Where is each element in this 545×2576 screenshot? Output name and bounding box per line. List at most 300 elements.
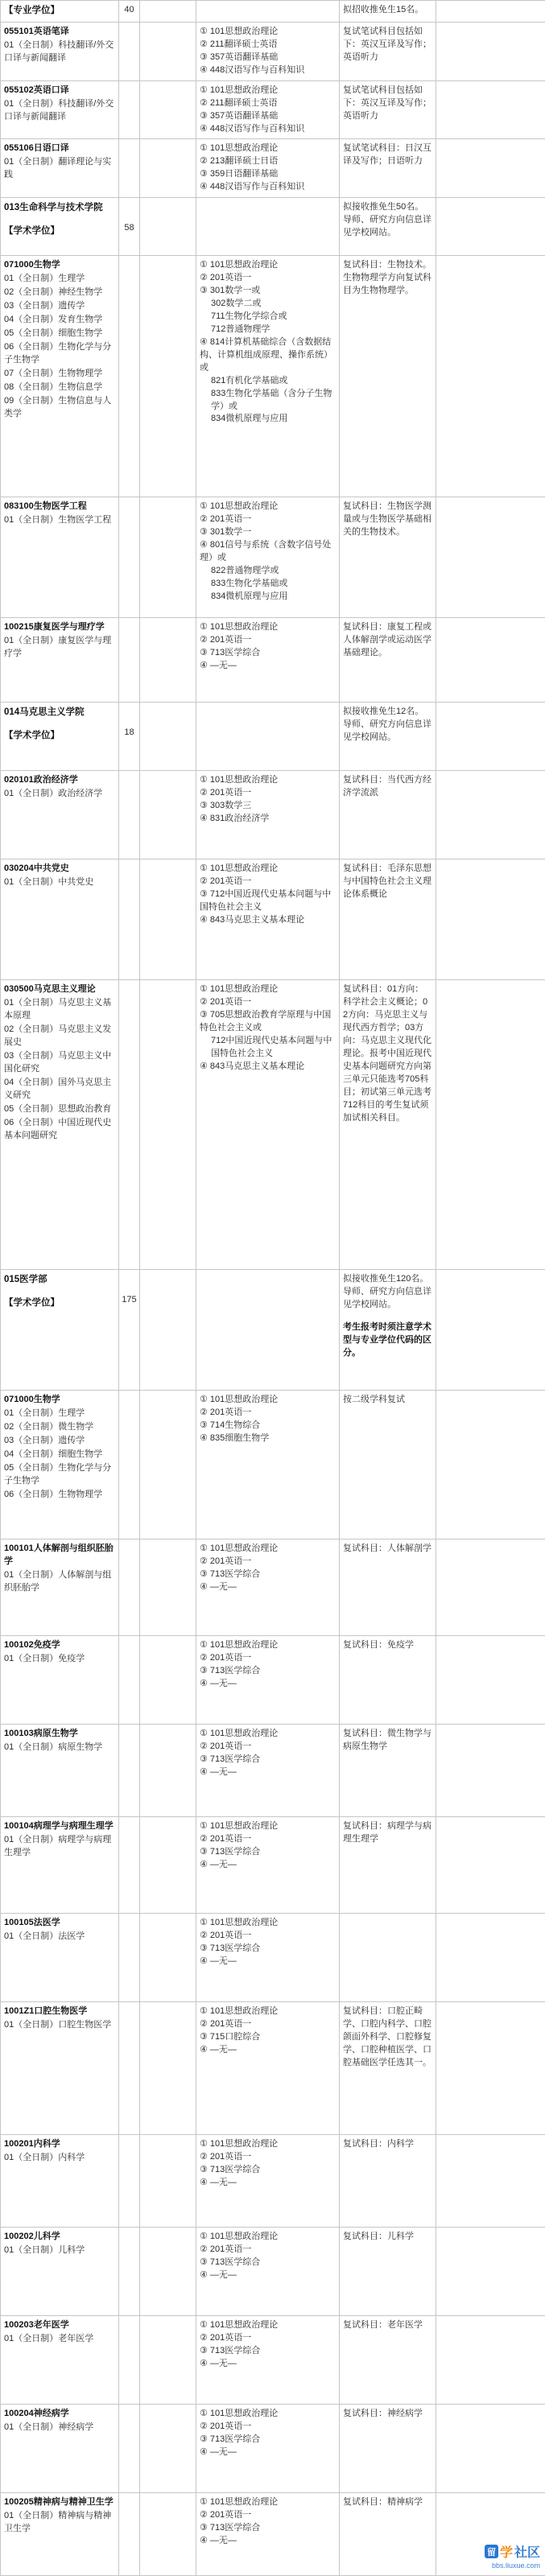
count-cell: [119, 618, 140, 703]
subjects-cell: [196, 2493, 340, 2576]
remark-cell: [340, 1391, 436, 1539]
remark-cell: [340, 2405, 436, 2493]
exam-subject: ① 101思想政治理论: [200, 983, 336, 996]
program-code: 030500马克思主义理论: [4, 983, 115, 996]
margin-cell: [436, 2002, 545, 2135]
research-direction: 04（全日制）国外马克思主义研究: [4, 1077, 115, 1103]
exam-subject: ③ 301数学一: [200, 526, 336, 539]
subjects-cell: [196, 859, 340, 980]
count-cell: [119, 497, 140, 618]
remark-cell: [340, 2228, 436, 2316]
spacer-cell: [140, 2405, 196, 2493]
program-row: [1, 618, 545, 703]
exam-subject: ① 101思想政治理论: [200, 26, 336, 39]
program-row: [1, 139, 545, 198]
spacer-cell: [140, 22, 196, 80]
exam-subject: ② 201英语一: [200, 2151, 336, 2164]
spacer-cell: [140, 1725, 196, 1817]
exam-subject: ③ 713医学综合: [200, 2257, 336, 2269]
spacer-cell: [140, 497, 196, 618]
program-cell: [1, 497, 119, 618]
exam-subject: ② 201英语一: [200, 1930, 336, 1943]
exam-subject: ② 201英语一: [200, 1407, 336, 1420]
exam-subject: ① 101思想政治理论: [200, 1728, 336, 1741]
remark-text: 复试科目：生物技术。生物物理学方向复试科目为生物物理学。: [343, 259, 432, 298]
remark-text: 复试科目：口腔正畸学、口腔内科学、口腔颌面外科学、口腔修复学、口腔种植医学、口腔基础医学任选其一。: [343, 2005, 432, 2070]
exam-subject: ③ 357英语翻译基础: [200, 52, 336, 64]
margin-cell: [436, 2135, 545, 2228]
program-code: 【学术学位】: [4, 225, 115, 238]
program-code: 100203老年医学: [4, 2319, 115, 2332]
count-cell: [119, 859, 140, 980]
spacer-cell: [140, 1636, 196, 1725]
margin-cell: [436, 256, 545, 497]
remark-cell: [340, 2135, 436, 2228]
exam-subject: ③ 713医学综合: [200, 2434, 336, 2446]
program-cell: [1, 1636, 119, 1725]
program-cell: [1, 1817, 119, 1914]
program-row: [1, 1914, 545, 2002]
remark-text: 拟接收推免生12名。导师、研究方向信息详见学校网站。: [343, 706, 432, 744]
program-row: [1, 1539, 545, 1636]
exam-subject: ② 213翻译硕士日语: [200, 155, 336, 168]
remark-text: 复试笔试科目：日汉互译及写作；日语听力: [343, 142, 432, 168]
spacer-cell: [140, 198, 196, 256]
exam-subject: ④ —无—: [200, 2269, 336, 2282]
research-direction: 06（全日制）生物物理学: [4, 1489, 115, 1502]
remark-text: 复试科目：儿科学: [343, 2231, 432, 2244]
spacer-cell: [140, 256, 196, 497]
exam-subject: ② 201英语一: [200, 2018, 336, 2031]
research-direction: 01（全日制）翻译理论与实践: [4, 156, 115, 182]
program-code: 100201内科学: [4, 2138, 115, 2151]
college-header-row: [1, 703, 545, 771]
spacer-cell: [140, 2493, 196, 2576]
remark-cell: [340, 1539, 436, 1636]
spacer-cell: [140, 2228, 196, 2316]
program-cell: [1, 1, 119, 23]
margin-cell: [436, 1725, 545, 1817]
subjects-cell: [196, 1636, 340, 1725]
exam-subject: ① 101思想政治理论: [200, 1639, 336, 1652]
exam-subject: ② 201英语一: [200, 272, 336, 285]
exam-subject: ④ 843马克思主义基本理论: [200, 1061, 336, 1074]
exam-subject: ② 201英语一: [200, 2244, 336, 2257]
program-code: 030204中共党史: [4, 863, 115, 876]
exam-subject: ④ —无—: [200, 660, 336, 673]
subjects-cell: [196, 2316, 340, 2405]
remark-cell: [340, 198, 436, 256]
subjects-cell: [196, 1270, 340, 1391]
program-cell: [1, 2135, 119, 2228]
program-code: 013生命科学与技术学院: [4, 201, 115, 215]
program-cell: [1, 80, 119, 139]
exam-subject: ① 101思想政治理论: [200, 1543, 336, 1556]
research-direction: 04（全日制）发育生物学: [4, 314, 115, 327]
exam-subject: ④ —无—: [200, 2358, 336, 2371]
margin-cell: [436, 859, 545, 980]
exam-subject: ④ 448汉语写作与百科知识: [200, 123, 336, 136]
program-row: [1, 2493, 545, 2576]
margin-cell: [436, 771, 545, 859]
exam-subject: ① 101思想政治理论: [200, 1917, 336, 1930]
exam-subject: ② 201英语一: [200, 1741, 336, 1754]
exam-subject: ④ —无—: [200, 1678, 336, 1691]
research-direction: 02（全日制）马克思主义发展史: [4, 1024, 115, 1049]
remark-cell: [340, 1270, 436, 1391]
exam-subject: ② 201英语一: [200, 634, 336, 647]
spacer-cell: [140, 771, 196, 859]
program-row: [1, 1725, 545, 1817]
exam-subject: ① 101思想政治理论: [200, 142, 336, 155]
research-direction: 03（全日制）遗传学: [4, 300, 115, 313]
exam-subject: ④ —无—: [200, 2044, 336, 2057]
program-row: [1, 2405, 545, 2493]
research-direction: 03（全日制）马克思主义中国化研究: [4, 1050, 115, 1076]
spacer-cell: [140, 703, 196, 771]
count-cell: [119, 256, 140, 497]
margin-cell: [436, 618, 545, 703]
watermark: [485, 2542, 540, 2570]
research-direction: 01（全日制）科技翻译/外交口译与新闻翻译: [4, 39, 115, 65]
program-row: [1, 1636, 545, 1725]
watermark-text-right: 社区: [514, 2542, 540, 2561]
program-row: [1, 22, 545, 80]
research-direction: 01（全日制）内科学: [4, 2152, 115, 2165]
research-direction: 01（全日制）老年医学: [4, 2333, 115, 2346]
research-direction: 05（全日制）思想政治教育: [4, 1103, 115, 1116]
exam-subject: ④ 448汉语写作与百科知识: [200, 64, 336, 77]
count-cell: [119, 22, 140, 80]
margin-cell: [436, 1636, 545, 1725]
research-direction: 01（全日制）免疫学: [4, 1653, 115, 1666]
watermark-text: [485, 2542, 540, 2561]
exam-subject: 712中国近现代史基本问题与中国特色社会主义: [200, 1035, 336, 1061]
spacer-cell: [140, 1270, 196, 1391]
exam-subject: 711生物化学综合或: [200, 311, 336, 324]
program-cell: [1, 2405, 119, 2493]
exam-subject: ② 201英语一: [200, 996, 336, 1009]
exam-subject: ② 211翻译硕士英语: [200, 39, 336, 52]
research-direction: 01（全日制）生物医学工程: [4, 514, 115, 527]
subjects-cell: [196, 256, 340, 497]
remark-cell: [340, 980, 436, 1270]
count-cell: [119, 771, 140, 859]
research-direction: 01（全日制）康复医学与理疗学: [4, 635, 115, 661]
margin-cell: [436, 980, 545, 1270]
exam-subject: ④ 801信号与系统（含数字信号处理）或: [200, 539, 336, 565]
program-row: [1, 771, 545, 859]
subjects-cell: [196, 1391, 340, 1539]
spacer-cell: [140, 980, 196, 1270]
remark-cell: [340, 1, 436, 23]
watermark-logo-icon: 留: [485, 2545, 498, 2558]
subjects-cell: [196, 980, 340, 1270]
research-direction: 01（全日制）科技翻译/外交口译与新闻翻译: [4, 98, 115, 124]
remark-cell: [340, 80, 436, 139]
spacer-cell: [140, 1391, 196, 1539]
program-row: [1, 980, 545, 1270]
exam-subject: ④ —无—: [200, 2535, 336, 2548]
remark-cell: [340, 2002, 436, 2135]
program-code: 014马克思主义学院: [4, 706, 115, 719]
spacer-cell: [140, 1, 196, 23]
subjects-cell: [196, 2135, 340, 2228]
exam-subject: ① 101思想政治理论: [200, 774, 336, 787]
exam-subject: ② 201英语一: [200, 1556, 336, 1568]
research-direction: 05（全日制）细胞生物学: [4, 328, 115, 340]
research-direction: 05（全日制）生物化学与分子生物学: [4, 1462, 115, 1488]
remark-text: 复试科目：毛泽东思想与中国特色社会主义理论体系概论: [343, 863, 432, 901]
subjects-cell: [196, 1914, 340, 2002]
remark-cell: [340, 2493, 436, 2576]
remark-text: 复试科目：免疫学: [343, 1639, 432, 1652]
count-cell: [119, 1270, 140, 1391]
research-direction: 01（全日制）病原生物学: [4, 1741, 115, 1754]
program-row: [1, 2316, 545, 2405]
exam-subject: ④ 843马克思主义基本理论: [200, 914, 336, 927]
program-row: [1, 2228, 545, 2316]
exam-subject: ④ —无—: [200, 1859, 336, 1872]
exam-subject: ② 201英语一: [200, 513, 336, 526]
program-code: 100102免疫学: [4, 1639, 115, 1652]
research-direction: 01（全日制）生理学: [4, 1408, 115, 1420]
exam-subject: ② 201英语一: [200, 2332, 336, 2345]
count-cell: [119, 2493, 140, 2576]
program-row: [1, 497, 545, 618]
count-cell: [119, 2316, 140, 2405]
program-cell: [1, 139, 119, 198]
exam-subject: ④ 448汉语写作与百科知识: [200, 181, 336, 194]
program-code: 055101英语笔译: [4, 26, 115, 39]
research-direction: 01（全日制）法医学: [4, 1931, 115, 1943]
exam-subject: ① 101思想政治理论: [200, 2496, 336, 2509]
enrollment-count: 18: [120, 727, 138, 740]
count-cell: [119, 980, 140, 1270]
research-direction: 01（全日制）口腔生物医学: [4, 2019, 115, 2032]
research-direction: 02（全日制）微生物学: [4, 1421, 115, 1434]
remark-cell: [340, 256, 436, 497]
exam-subject: ③ 713医学综合: [200, 647, 336, 660]
research-direction: 02（全日制）神经生物学: [4, 286, 115, 299]
exam-subject: ① 101思想政治理论: [200, 1820, 336, 1833]
remark-text: 复试科目：人体解剖学: [343, 1543, 432, 1556]
margin-cell: [436, 2228, 545, 2316]
college-header-row: [1, 198, 545, 256]
exam-subject: ① 101思想政治理论: [200, 84, 336, 97]
remark-text: 复试科目：神经病学: [343, 2408, 432, 2421]
remark-text: 拟接收推免生50名。导师、研究方向信息详见学校网站。: [343, 201, 432, 240]
research-direction: 06（全日制）中国近现代史基本问题研究: [4, 1117, 115, 1143]
research-direction: 04（全日制）细胞生物学: [4, 1449, 115, 1461]
margin-cell: [436, 2316, 545, 2405]
subjects-cell: [196, 1725, 340, 1817]
exam-subject: ② 201英语一: [200, 1833, 336, 1846]
subjects-cell: [196, 2002, 340, 2135]
remark-cell: [340, 859, 436, 980]
count-cell: [119, 139, 140, 198]
program-row: [1, 1391, 545, 1539]
exam-subject: ③ 715口腔综合: [200, 2031, 336, 2044]
program-cell: [1, 1391, 119, 1539]
enrollment-count: 58: [120, 222, 138, 235]
research-direction: 01（全日制）儿科学: [4, 2244, 115, 2257]
exam-subject: 834微机原理与应用: [200, 413, 336, 426]
research-direction: 01（全日制）中共党史: [4, 876, 115, 889]
subjects-cell: [196, 497, 340, 618]
program-cell: [1, 2493, 119, 2576]
remark-cell: [340, 139, 436, 198]
remark-text: 复试笔试科目包括如下：英汉互译及写作；英语听力: [343, 26, 432, 64]
program-row: [1, 80, 545, 139]
margin-cell: [436, 139, 545, 198]
subjects-cell: [196, 1817, 340, 1914]
remark-text: 复试笔试科目包括如下：英汉互译及写作；英语听力: [343, 84, 432, 123]
research-direction: 01（全日制）神经病学: [4, 2421, 115, 2434]
program-code: 100104病理学与病理生理学: [4, 1820, 115, 1833]
remark-text: 复试科目：微生物学与病原生物学: [343, 1728, 432, 1754]
exam-subject: ③ 713医学综合: [200, 1665, 336, 1678]
subjects-cell: [196, 2405, 340, 2493]
exam-subject: ③ 713医学综合: [200, 1568, 336, 1581]
exam-subject: 833生物化学基础（含分子生物学）或: [200, 388, 336, 414]
program-code: 100215康复医学与理疗学: [4, 621, 115, 634]
catalog-table-body: [1, 1, 545, 2576]
count-cell: [119, 1725, 140, 1817]
remark-text: 复试科目：老年医学: [343, 2319, 432, 2332]
program-cell: [1, 22, 119, 80]
subjects-cell: [196, 2228, 340, 2316]
degree-section-row: [1, 1, 545, 23]
program-cell: [1, 198, 119, 256]
exam-subject: ③ 713医学综合: [200, 2522, 336, 2535]
subjects-cell: [196, 80, 340, 139]
program-code: 100202儿科学: [4, 2231, 115, 2244]
exam-subject: ④ —无—: [200, 1956, 336, 1968]
exam-subject: ③ 713医学综合: [200, 1846, 336, 1859]
count-cell: [119, 198, 140, 256]
margin-cell: [436, 198, 545, 256]
research-direction: 01（全日制）病理学与病理生理学: [4, 1834, 115, 1860]
exam-subject: ① 101思想政治理论: [200, 2231, 336, 2244]
exam-subject: ① 101思想政治理论: [200, 2005, 336, 2018]
count-cell: [119, 1539, 140, 1636]
exam-subject: ② 201英语一: [200, 876, 336, 888]
program-code: 【专业学位】: [4, 4, 115, 18]
exam-subject: ① 101思想政治理论: [200, 621, 336, 634]
research-direction: 01（全日制）生理学: [4, 273, 115, 286]
margin-cell: [436, 1, 545, 23]
spacer-cell: [140, 2135, 196, 2228]
remark-text: 按二级学科复试: [343, 1394, 432, 1407]
remark-text: 拟接收推免生120名。导师、研究方向信息详见学校网站。: [343, 1273, 432, 1312]
program-code: 055102英语口译: [4, 84, 115, 97]
exam-subject: ② 201英语一: [200, 2509, 336, 2522]
margin-cell: [436, 22, 545, 80]
exam-subject: ③ 301数学一或: [200, 285, 336, 298]
spacer-cell: [140, 859, 196, 980]
enrollment-count: 40: [120, 4, 138, 17]
exam-subject: 833生物化学基础或: [200, 578, 336, 591]
exam-subject: ① 101思想政治理论: [200, 259, 336, 272]
program-cell: [1, 1270, 119, 1391]
program-cell: [1, 256, 119, 497]
research-direction: 01（全日制）精神病与精神卫生学: [4, 2510, 115, 2536]
program-cell: [1, 618, 119, 703]
remark-text: 复试科目：内科学: [343, 2138, 432, 2151]
watermark-subtext: bbs.liuxue.com: [485, 2562, 540, 2570]
exam-subject: ④ —无—: [200, 2177, 336, 2190]
program-cell: [1, 2316, 119, 2405]
remark-text: 复试科目：康复工程或人体解剖学或运动医学基础理论。: [343, 621, 432, 660]
count-cell: [119, 2405, 140, 2493]
remark-text: 拟招收推免生15名。: [343, 4, 432, 17]
research-direction: 03（全日制）遗传学: [4, 1435, 115, 1448]
program-code: 100204神经病学: [4, 2408, 115, 2421]
exam-subject: 712普通物理学: [200, 324, 336, 336]
exam-subject: ③ 712中国近现代史基本问题与中国特色社会主义: [200, 888, 336, 914]
program-cell: [1, 2228, 119, 2316]
program-code: 100105法医学: [4, 1917, 115, 1930]
margin-cell: [436, 1914, 545, 2002]
program-code: 100205精神病与精神卫生学: [4, 2496, 115, 2509]
exam-subject: ③ 713医学综合: [200, 2345, 336, 2358]
program-code: 【学术学位】: [4, 1296, 115, 1310]
research-direction: 01（全日制）政治经济学: [4, 788, 115, 801]
exam-subject: 821有机化学基础或: [200, 375, 336, 388]
exam-subject: ① 101思想政治理论: [200, 2319, 336, 2332]
margin-cell: [436, 1539, 545, 1636]
margin-cell: [436, 497, 545, 618]
program-cell: [1, 2002, 119, 2135]
count-cell: [119, 1, 140, 23]
exam-subject: ④ 831政治经济学: [200, 813, 336, 826]
spacer-cell: [140, 2002, 196, 2135]
exam-subject: ① 101思想政治理论: [200, 2138, 336, 2151]
exam-subject: 822普通物理学或: [200, 565, 336, 578]
spacer-cell: [140, 618, 196, 703]
margin-cell: [436, 2405, 545, 2493]
remark-text: 复试科目：病理学与病理生理学: [343, 1820, 432, 1846]
subjects-cell: [196, 139, 340, 198]
remark-cell: [340, 2316, 436, 2405]
exam-subject: ② 211翻译硕士英语: [200, 97, 336, 110]
program-code: 【学术学位】: [4, 729, 115, 743]
remark-cell: [340, 1636, 436, 1725]
remark-cell: [340, 1817, 436, 1914]
program-code: 055106日语口译: [4, 142, 115, 155]
program-cell: [1, 703, 119, 771]
remark-text: 复试科目：当代西方经济学流派: [343, 774, 432, 800]
subjects-cell: [196, 22, 340, 80]
spacer-cell: [140, 1914, 196, 2002]
program-cell: [1, 980, 119, 1270]
program-cell: [1, 1914, 119, 2002]
count-cell: [119, 1914, 140, 2002]
program-code: 071000生物学: [4, 1394, 115, 1407]
program-code: 083100生物医学工程: [4, 501, 115, 513]
exam-subject: ④ 835细胞生物学: [200, 1432, 336, 1445]
margin-cell: [436, 1270, 545, 1391]
subjects-cell: [196, 703, 340, 771]
count-cell: [119, 703, 140, 771]
subjects-cell: [196, 1, 340, 23]
exam-subject: ③ 713医学综合: [200, 1754, 336, 1766]
exam-subject: ③ 714生物综合: [200, 1420, 336, 1432]
program-code: 020101政治经济学: [4, 774, 115, 787]
program-row: [1, 1817, 545, 1914]
margin-cell: [436, 1817, 545, 1914]
